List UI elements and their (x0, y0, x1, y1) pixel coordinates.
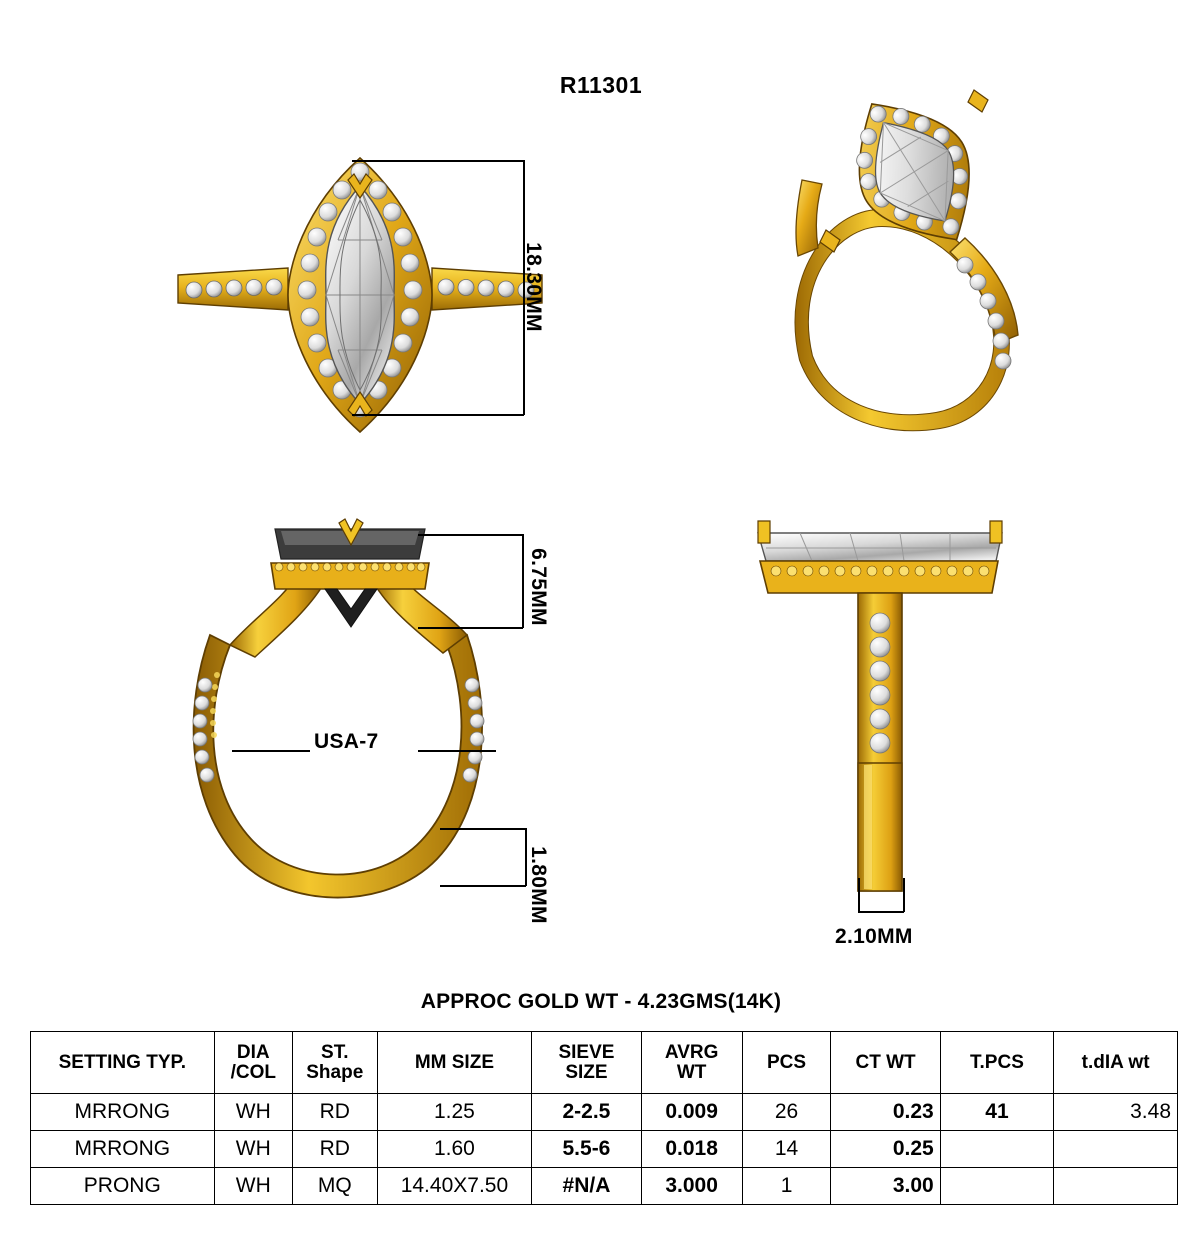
col-ct-wt-label: CT WT (855, 1051, 916, 1073)
dimension-band-width: 1.80MM (527, 846, 550, 924)
col-t-dia-wt-label: t.dIA wt (1081, 1051, 1150, 1073)
col-t-pcs-label: T.PCS (970, 1051, 1024, 1073)
cell-avrg-wt: 0.009 (641, 1094, 742, 1131)
cell-pcs: 26 (742, 1094, 831, 1131)
ring-front-profile-view-graphic (740, 515, 1060, 915)
cell-ct-wt: 0.23 (831, 1094, 940, 1131)
col-avrg-label: AVRG (664, 1041, 719, 1063)
cell-dia-col: WH (214, 1168, 292, 1205)
col-setting-type-label: SETTING TYP. (58, 1051, 186, 1073)
col-mm-size (377, 1032, 532, 1094)
cell-t-dia-wt (1054, 1168, 1178, 1205)
cell-shape: RD (292, 1094, 377, 1131)
dim-leader-band-bottom (440, 885, 526, 887)
cell-setting: MRRONG (31, 1131, 215, 1168)
gold-weight-note: APPROC GOLD WT - 4.23GMS(14K) (420, 990, 782, 1013)
col-sieve-size (532, 1032, 641, 1094)
ring-side-profile-view-graphic (175, 515, 535, 935)
col-size-label: SIZE (565, 1061, 608, 1083)
cell-pcs: 1 (742, 1168, 831, 1205)
col-dia-label: DIA (236, 1041, 270, 1063)
table-header-row (31, 1032, 1178, 1094)
table-header (31, 1032, 1178, 1094)
cell-mm-size: 1.60 (377, 1131, 532, 1168)
cell-setting: PRONG (31, 1168, 215, 1205)
col-pcs-label: PCS (767, 1051, 807, 1073)
cell-t-dia-wt (1054, 1131, 1178, 1168)
ring-side-profile-view (175, 515, 535, 935)
cell-setting: MRRONG (31, 1094, 215, 1131)
ring-perspective-view-graphic (760, 60, 1090, 460)
dim-leader-shank-left (858, 878, 860, 912)
col-wt-label: WT (676, 1061, 707, 1083)
col-t-dia-wt (1054, 1032, 1178, 1094)
col-setting-type (31, 1032, 215, 1094)
dim-leader-shank-bottom (858, 911, 904, 913)
cell-dia-col: WH (214, 1131, 292, 1168)
dimension-ring-size: USA-7 (314, 730, 379, 753)
dim-leader-length-bottom (352, 414, 524, 416)
cell-shape: RD (292, 1131, 377, 1168)
col-sieve-label: SIEVE (558, 1041, 615, 1063)
dim-leader-size-left (232, 750, 310, 752)
cell-sieve-size: 2-2.5 (532, 1094, 641, 1131)
dim-leader-head-top (418, 534, 523, 536)
cell-ct-wt: 0.25 (831, 1131, 940, 1168)
col-st-label: ST. (321, 1041, 349, 1063)
col-shape-label: Shape (306, 1061, 364, 1083)
cell-pcs: 14 (742, 1131, 831, 1168)
col-col-label: /COL (230, 1061, 276, 1083)
cell-t-pcs: 41 (940, 1094, 1053, 1131)
col-st-shape (292, 1032, 377, 1094)
cell-ct-wt: 3.00 (831, 1168, 940, 1205)
cell-t-dia-wt: 3.48 (1054, 1094, 1178, 1131)
cell-mm-size: 14.40X7.50 (377, 1168, 532, 1205)
dimension-shank-thickness: 2.10MM (835, 925, 913, 948)
ring-front-profile-view (740, 515, 1060, 915)
cell-avrg-wt: 0.018 (641, 1131, 742, 1168)
table-row (31, 1094, 1178, 1131)
dim-leader-head-vertical (522, 534, 524, 628)
table-row (31, 1168, 1178, 1205)
ring-top-view-graphic (170, 150, 550, 440)
col-t-pcs (940, 1032, 1053, 1094)
dimension-length: 18.30MM (522, 242, 545, 332)
cell-mm-size: 1.25 (377, 1094, 532, 1131)
cell-sieve-size: #N/A (532, 1168, 641, 1205)
dimension-head-height: 6.75MM (527, 548, 550, 626)
col-ct-wt (831, 1032, 940, 1094)
cell-t-pcs (940, 1131, 1053, 1168)
col-dia-col (214, 1032, 292, 1094)
dim-leader-length-top (352, 160, 524, 162)
cell-t-pcs (940, 1168, 1053, 1205)
ring-perspective-view (760, 60, 1090, 460)
cell-dia-col: WH (214, 1094, 292, 1131)
dim-leader-head-bottom (418, 627, 523, 629)
col-pcs (742, 1032, 831, 1094)
col-mm-size-label: MM SIZE (414, 1051, 494, 1073)
cell-sieve-size: 5.5-6 (532, 1131, 641, 1168)
diamond-spec-table (30, 1031, 1178, 1205)
cell-shape: MQ (292, 1168, 377, 1205)
col-avrg-wt (641, 1032, 742, 1094)
table-row (31, 1131, 1178, 1168)
page-title: R11301 (559, 72, 643, 98)
table-body (31, 1094, 1178, 1205)
dim-leader-band-top (440, 828, 526, 830)
ring-top-view (170, 150, 550, 440)
cell-avrg-wt: 3.000 (641, 1168, 742, 1205)
dim-leader-size-right (418, 750, 496, 752)
dim-leader-shank-right (903, 878, 905, 912)
